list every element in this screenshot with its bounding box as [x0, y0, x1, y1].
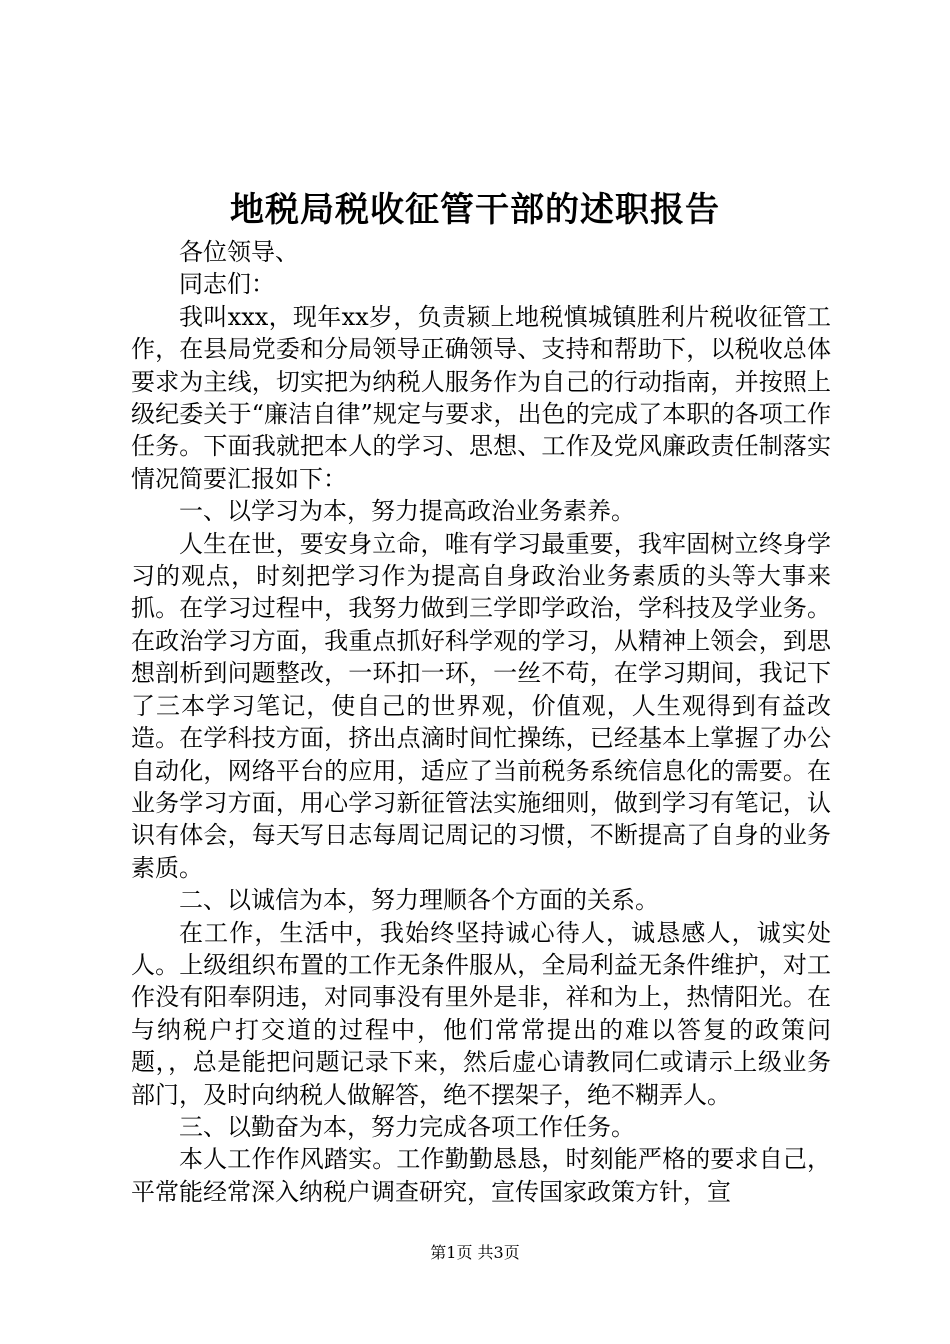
document-body: [131, 236, 831, 1208]
section-heading-2: 二、以诚信为本，努力理顺各个方面的关系。: [179, 886, 659, 915]
section-paragraph-2: 在工作，生活中，我始终坚持诚心待人，诚恳感人，诚实处人。上级组织布置的工作无条件服从，全局利益无条件维护，对工作没有阳奉阴违，对同事没有里外是非，祥和为上，热情阳光。在与纳税户打交道的过程中，他们常常提出的难以答复的政策问题，，总是能把问题记录下来，然后虚心请教同仁或请示上级业务部门，及时向纳税人做解答，绝不摆架子，绝不糊弄人。: [131, 918, 831, 1109]
section-paragraph-1: 人生在世，要安身立命，唯有学习最重要，我牢固树立终身学习的观点，时刻把学习作为提高自身政治业务素质的头等大事来抓。在学习过程中，我努力做到三学即学政治，学科技及学业务。在政治学习方面，我重点抓好科学观的学习，从精神上领会，到思想剖析到问题整改，一环扣一环，一丝不苟，在学习期间，我记下了三本学习笔记，使自己的世界观，价值观，人生观得到有益改造。在学科技方面，挤出点滴时间忙操练，已经基本上掌握了办公自动化，网络平台的应用，适应了当前税务系统信息化的需要。在业务学习方面，用心学习新征管法实施细则，做到学习有笔记，认识有体会，每天写日志每周记周记的习惯，不断提高了自身的业务素质。: [131, 529, 831, 882]
intro-paragraph: 我叫xxx，现年xx岁，负责颍上地税慎城镇胜利片税收征管工作，在县局党委和分局领导正确领导、支持和帮助下，以税收总体要求为主线，切实把为纳税人服务作为自己的行动指南，并按照上级纪委关于“廉洁自律”规定与要求，出色的完成了本职的各项工作任务。下面我就把本人的学习、思想、工作及党风廉政责任制落实情况简要汇报如下：: [131, 302, 831, 493]
page-footer: 第1页 共3页: [430, 1243, 520, 1262]
salutation-comrades: 同志们：: [179, 270, 275, 299]
section-heading-3: 三、以勤奋为本，努力完成各项工作任务。: [179, 1112, 635, 1141]
salutation-leaders: 各位领导、: [179, 238, 299, 266]
section-paragraph-3: 本人工作作风踏实。工作勤勤恳恳，时刻能严格的要求自己，平常能经常深入纳税户调查研究，宣传国家政策方针，宣: [131, 1145, 831, 1206]
section-heading-1: 一、以学习为本，努力提高政治业务素养。: [179, 497, 635, 526]
document-title: 地税局税收征管干部的述职报告: [230, 190, 720, 230]
